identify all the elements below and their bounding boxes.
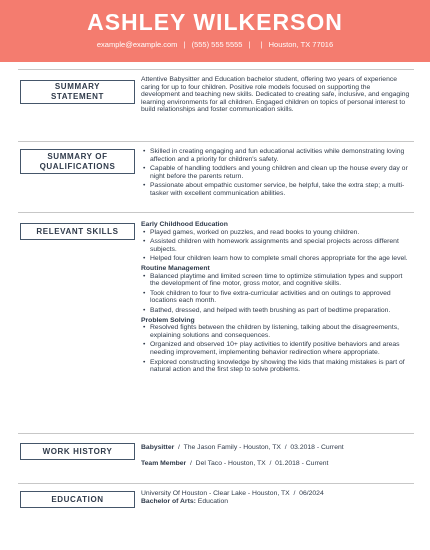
- qualifications-list: [141, 148, 411, 200]
- qualifications-label: [20, 149, 135, 174]
- skills-label: RELEVANT SKILLS: [20, 223, 135, 240]
- separator: |: [183, 40, 186, 49]
- skill-group-list: [141, 273, 411, 315]
- section-divider: [18, 141, 414, 142]
- job-employer: Del Taco - Houston, TX: [195, 459, 266, 467]
- summary-label: [20, 80, 135, 104]
- list-item: • Passionate about empathic customer service, be helpful, take the extra step; a multi-tasker with excellent communication abilities.: [141, 182, 411, 197]
- list-item: • Skilled in creating engaging and fun educational activities while demonstrating loving affection and a priority for children's safety.: [141, 148, 411, 163]
- skill-group-title: Early Childhood Education: [141, 221, 228, 228]
- separator: |: [248, 40, 251, 49]
- job-employer: The Jason Family - Houston, TX: [183, 444, 281, 451]
- education-content: [141, 490, 411, 505]
- skill-group-title: Routine Management: [141, 264, 210, 272]
- phone: (555) 555 5555: [191, 40, 243, 49]
- section-divider: [18, 69, 414, 70]
- list-item: • Assisted children with homework assignments and special projects across different subjects.: [141, 238, 411, 253]
- job-dates: 03.2018 - Current: [290, 444, 344, 451]
- summary-label-line1: SUMMARY: [54, 82, 101, 91]
- qualifications-label-line2: QUALIFICATIONS: [39, 161, 116, 171]
- qualifications-label-line1: SUMMARY OF: [47, 151, 108, 161]
- summary-section: [18, 76, 414, 138]
- job-entry: Babysitter / The Jason Family - Houston, TX / 03.2018 - Current: [141, 444, 344, 451]
- summary-label-line2: STATEMENT: [50, 92, 105, 101]
- candidate-name: ASHLEY WILKERSON: [87, 9, 343, 35]
- work-section: [18, 442, 414, 482]
- skill-group-title: Problem Solving: [141, 316, 195, 324]
- graduation-date: 06/2024: [299, 490, 324, 497]
- skills-content: [141, 221, 411, 376]
- list-item: • Resolved fights between the children by listening, talking about the disagreements, explaining solutions and consequences.: [141, 324, 411, 339]
- contact-line: [0, 40, 430, 50]
- section-divider: [18, 433, 414, 434]
- separator: |: [260, 40, 263, 49]
- school-name: University Of Houston - Clear Lake - Houston, TX: [141, 490, 290, 497]
- education-section: [18, 490, 414, 520]
- qualifications-section: [18, 148, 414, 206]
- skill-group-list: [141, 324, 411, 374]
- summary-text: Attentive Babysitter and Education bachelor student, offering two years of experience caring for up to four children. Positive role models focused on supporting the development and teaching new skills. Dedicated to creating safe, inclusive, and engaging learning environments for all children. Engaged children on topics of personal interest to build relationships and foster communication skills.: [141, 76, 410, 114]
- work-content: [141, 444, 411, 475]
- degree-line: Bachelor of Arts: Education: [141, 497, 229, 505]
- list-item: • Organized and observed 10+ play activities to identify positive behaviors and areas needing improvement, implementing behavior redirection where appropriate.: [141, 341, 411, 356]
- section-divider: [18, 483, 414, 484]
- skills-section: [18, 221, 414, 429]
- list-item: • Helped four children learn how to complete small chores appropriate for the age level.: [141, 255, 411, 263]
- job-title: Team Member: [141, 459, 187, 467]
- email: example@example.com: [96, 40, 178, 49]
- degree-field: Education: [197, 497, 229, 505]
- skill-group-list: [141, 229, 411, 263]
- list-item: • Capable of handling toddlers and young children and clean up the house every day or night before the parents return.: [141, 165, 411, 180]
- list-item: • Bathed, dressed, and helped with teeth brushing as part of bedtime preparation.: [141, 307, 411, 315]
- job-dates: 01.2018 - Current: [275, 459, 329, 467]
- list-item: • Played games, worked on puzzles, and read books to young children.: [141, 229, 411, 237]
- job-entry: Team Member / Del Taco - Houston, TX / 01.2018 - Current: [141, 459, 329, 467]
- job-title: Babysitter: [141, 444, 175, 451]
- degree-label: Bachelor of Arts: [141, 497, 194, 505]
- location: Houston, TX 77016: [268, 40, 334, 49]
- list-item: • Balanced playtime and limited screen time to optimize stimulation types and support the development of fine motor, gross motor, and cognitive skills.: [141, 273, 411, 288]
- education-label: EDUCATION: [20, 491, 135, 508]
- school-line: University Of Houston - Clear Lake - Houston, TX / 06/2024: [141, 490, 324, 497]
- resume-header: [0, 0, 430, 62]
- list-item: • Explored constructing knowledge by showing the kids that making mistakes is part of natural action and the first step to solve problems.: [141, 359, 411, 374]
- section-divider: [18, 212, 414, 213]
- work-label: WORK HISTORY: [20, 443, 135, 460]
- list-item: • Took children to four to five extra-curricular activities and on outings to approved locations each month.: [141, 290, 411, 305]
